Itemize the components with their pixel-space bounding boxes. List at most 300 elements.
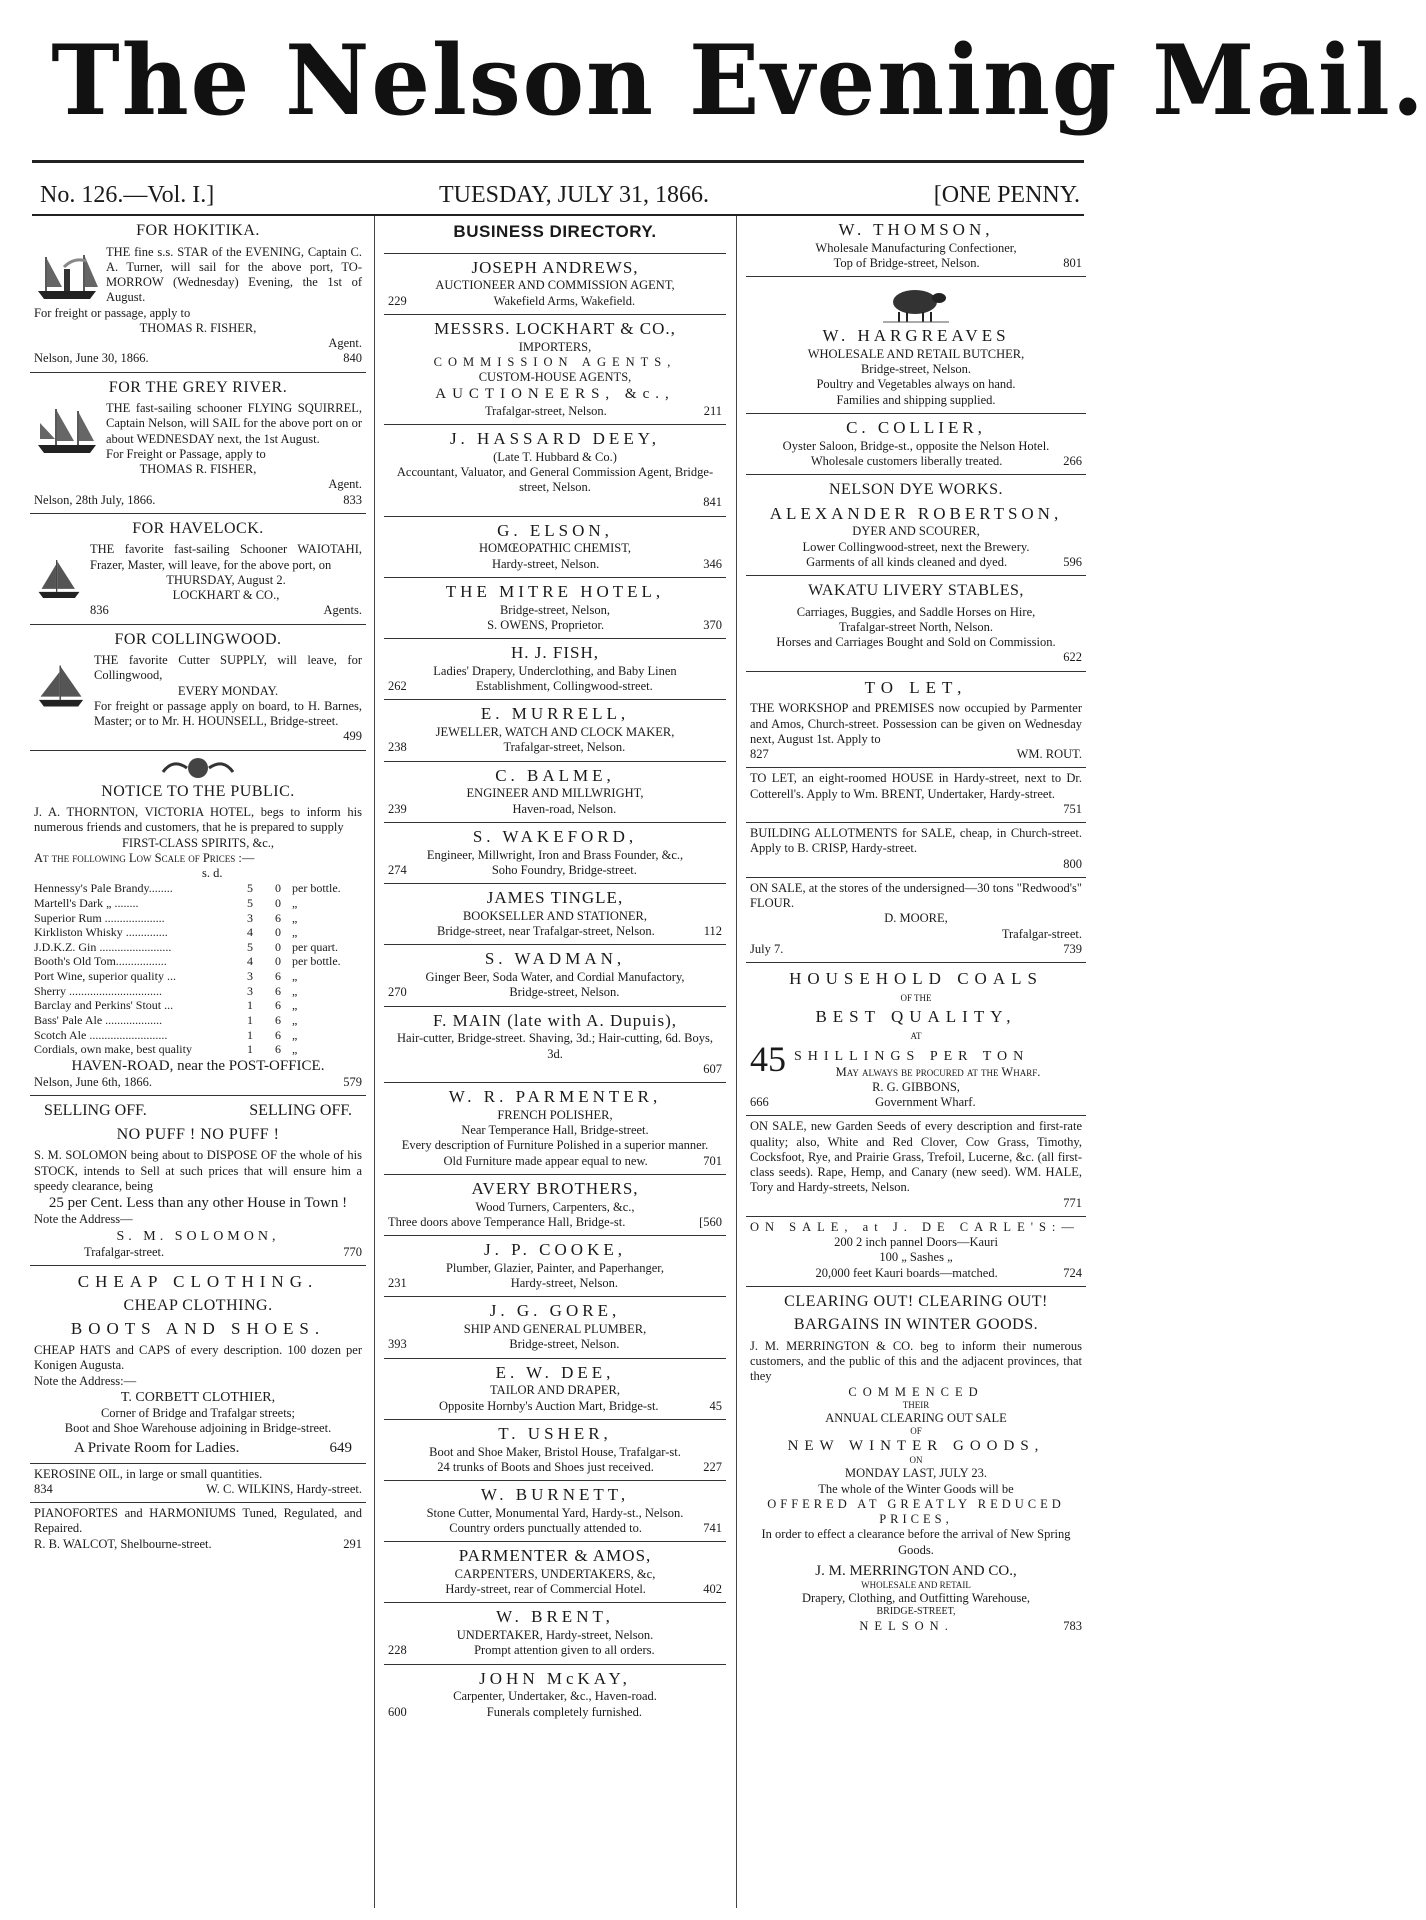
listing-line: Carpenter, Undertaker, &c., Haven-road. (453, 1689, 657, 1704)
ad-when: THURSDAY, August 2. (166, 572, 286, 587)
ad-address: Corner of Bridge and Trafalgar streets; (100, 1405, 296, 1420)
price-row (34, 969, 362, 984)
price-unit: per quart. (292, 939, 338, 954)
listing-line: BOOKSELLER AND STATIONER, (462, 908, 648, 923)
listing-line: Three doors above Temperance Hall, Bridge-st. (388, 1214, 626, 1229)
ad-footer (34, 1436, 362, 1457)
ad-line: THEIR (902, 1399, 930, 1410)
ad-body: J. M. MERRINGTON & CO. beg to inform their numerous customers, and the public of this and the adjacent provinces, that they (750, 1338, 1082, 1384)
ad-date: Nelson, June 30, 1866. (34, 351, 149, 366)
listing-line: CUSTOM-HOUSE AGENTS, (478, 370, 632, 385)
listing-footer (388, 1399, 722, 1414)
price-row (34, 984, 362, 999)
ad-line: Oyster Saloon, Bridge-st., opposite the Nelson Hotel. (782, 438, 1050, 453)
listing-line: AUCTIONEERS, &c., (435, 386, 675, 403)
price-row (34, 1028, 362, 1043)
ad-line: Lower Collingwood-street, next the Brewery. (802, 539, 1030, 554)
listing-line: Bridge-street, Nelson. (509, 1337, 620, 1352)
price-item: Booth's Old Tom................. (34, 954, 167, 969)
price-pence: 6 (275, 983, 281, 998)
ad-footer (750, 555, 1082, 570)
ad-number: 596 (1063, 554, 1082, 569)
ad-line: DYER AND SCOURER, (852, 524, 980, 539)
sheep-icon (881, 282, 951, 324)
listing-parmenter (384, 1083, 726, 1175)
price-pence: 0 (275, 895, 281, 910)
ad-name: R. B. WALCOT, Shelbourne-street. (34, 1536, 212, 1551)
listing-avery (384, 1175, 726, 1236)
listing-balme (384, 762, 726, 823)
ad-line: Bridge-street, Nelson. (860, 362, 972, 377)
ad-puff: NO PUFF ! NO PUFF ! (116, 1125, 280, 1143)
listing-wakeford (384, 823, 726, 884)
listing-line: Hardy-street, Nelson. (491, 556, 600, 571)
ad-footer (90, 603, 362, 618)
agent-label: Agents. (323, 603, 362, 618)
price-pence: 6 (275, 910, 281, 925)
price-unit: „ (292, 925, 298, 940)
ad-de-carle (746, 1217, 1086, 1287)
ad-collingwood (30, 625, 366, 751)
listing-line: AUCTIONEER AND COMMISSION AGENT, (435, 278, 675, 293)
price-shillings: 3 (247, 910, 253, 925)
ad-heading: FOR COLLINGWOOD. (114, 630, 282, 648)
ad-body: ON SALE, at J. DE CARLE'S:— (750, 1219, 1080, 1234)
listing-name: F. MAIN (late with A. Dupuis), (433, 1010, 677, 1030)
issue-date: TUESDAY, JULY 31, 1866. (438, 181, 710, 208)
ad-line: MONDAY LAST, JULY 23. (845, 1466, 987, 1481)
listing-mitre (384, 578, 726, 639)
listing-name: MESSRS. LOCKHART & CO., (434, 318, 676, 338)
ad-line: OFFERED AT GREATLY REDUCED PRICES, (767, 1496, 1065, 1527)
listing-number: 112 (703, 924, 722, 939)
ad-line: ANNUAL CLEARING OUT SALE (825, 1410, 1007, 1425)
listing-footer (388, 404, 722, 419)
listing-name: J. P. COOKE, (484, 1240, 626, 1260)
ad-footer (34, 1075, 362, 1090)
ad-line: 20,000 feet Kauri boards—matched. (815, 1265, 998, 1280)
schooner-icon (34, 544, 84, 614)
ad-heading: FOR HAVELOCK. (132, 519, 264, 537)
listing-brent (384, 1603, 726, 1664)
column-business-directory (384, 216, 726, 1908)
price-row (34, 911, 362, 926)
listing-name: S. WADMAN, (484, 949, 626, 969)
ad-date: July 7. (750, 941, 784, 956)
ad-heading: NELSON DYE WORKS. (829, 481, 1003, 499)
price-item: Martell's Dark „ ........ (34, 895, 139, 910)
price-row (34, 925, 362, 940)
price-row (34, 940, 362, 955)
ad-name: J. M. MERRINGTON AND CO., (815, 1562, 1017, 1579)
listing-burnett (384, 1481, 726, 1542)
listing-murrell (384, 700, 726, 761)
listing-line: Bridge-street, Nelson. (509, 985, 620, 1000)
listing-line: Hardy-street, Nelson. (510, 1276, 618, 1291)
ad-heading: BEST QUALITY, (815, 1006, 1017, 1026)
coal-price-unit: SHILLINGS PER TON (794, 1048, 1030, 1064)
ad-collier (746, 414, 1086, 475)
ad-heading: CLEARING OUT! CLEARING OUT! (784, 1292, 1048, 1310)
listing-cooke (384, 1236, 726, 1297)
listing-number: 238 (388, 740, 407, 755)
column-divider (374, 216, 375, 1908)
listing-footer (388, 1154, 722, 1169)
ad-heading: SELLING OFF. (44, 1102, 147, 1120)
ad-number: 771 (1063, 1195, 1082, 1210)
coal-price: 45 (750, 1038, 786, 1079)
ad-footer (34, 1537, 362, 1552)
price-pence: 6 (275, 969, 281, 984)
ad-havelock (30, 514, 366, 625)
price-scale-label: At the following Low Scale of Prices :— (34, 850, 255, 865)
ad-line: OF (910, 1426, 922, 1437)
issue-number: No. 126.—Vol. I.] (40, 181, 215, 208)
ad-name: C. COLLIER, (846, 417, 986, 437)
listing-name: W. BRENT, (496, 1607, 614, 1627)
agent-label: Agent. (328, 336, 362, 351)
ad-line: The whole of the Winter Goods will be (818, 1481, 1014, 1496)
column-left (30, 216, 366, 1908)
ad-number: 724 (1063, 1265, 1082, 1280)
listing-elson (384, 517, 726, 578)
listing-line: Hair-cutter, Bridge-street. Shaving, 3d.; Hair-cutting, 6d. Boys, 3d. (397, 1031, 713, 1061)
directory-title-block (384, 216, 726, 254)
listing-number: 231 (388, 1276, 407, 1291)
listing-footer (388, 618, 722, 633)
listing-name: W. R. PARMENTER, (448, 1087, 662, 1107)
ad-heading: TO LET, (864, 677, 968, 697)
listing-line: S. OWENS, Proprietor. (487, 617, 605, 632)
ad-number: 770 (343, 1244, 362, 1259)
listing-name: JAMES TINGLE, (486, 888, 624, 908)
ad-heading: BOOTS AND SHOES. (70, 1319, 326, 1339)
ad-line: Families and shipping supplied. (836, 392, 996, 407)
ad-pianofortes (30, 1503, 366, 1557)
listing-footer (388, 802, 722, 817)
listing-footer (388, 1337, 722, 1352)
listing-deey (384, 425, 726, 517)
ad-building-allotments (746, 823, 1086, 878)
listing-line: Plumber, Glazier, Painter, and Paperhanger, (445, 1260, 665, 1275)
price-item: Superior Rum .................... (34, 910, 165, 925)
price-shillings: 1 (247, 1042, 253, 1057)
ad-heading-row (34, 1099, 362, 1123)
ad-coals (746, 963, 1086, 1116)
listing-line: Wood Turners, Carpenters, &c., (475, 1199, 635, 1214)
price-unit: „ (292, 910, 298, 925)
price-unit: „ (292, 1042, 298, 1057)
price-pence: 6 (275, 998, 281, 1013)
listing-line: Soho Foundry, Bridge-street. (491, 862, 637, 877)
cutter-icon (34, 655, 88, 717)
steamship-icon (34, 247, 100, 305)
price-shillings: 1 (247, 1027, 253, 1042)
ad-notice (30, 751, 366, 1097)
listing-footer (388, 294, 722, 309)
ad-clearing-out (746, 1287, 1086, 1639)
listing-line: Prompt attention given to all orders. (474, 1643, 655, 1658)
ad-body: THE favorite Cutter SUPPLY, will leave, for Collingwood, (94, 653, 362, 683)
ad-footer (750, 747, 1082, 762)
ad-number: 499 (343, 729, 362, 744)
ad-hokitika (30, 216, 366, 373)
listing-name: JOHN McKAY, (479, 1668, 631, 1688)
ad-footer (750, 1619, 1082, 1634)
listing-line: Every description of Furniture Polished in a superior manner. (401, 1138, 709, 1153)
ad-footer (750, 942, 1082, 957)
ad-footer (750, 454, 1082, 469)
ad-line: Garments of all kinds cleaned and dyed. (806, 554, 1008, 569)
price-shillings: 5 (247, 895, 253, 910)
ad-footer (34, 1482, 362, 1497)
price-pence: 6 (275, 1042, 281, 1057)
price-item: Barclay and Perkins' Stout ... (34, 998, 174, 1013)
ad-address: HAVEN-ROAD, near the POST-OFFICE. (71, 1057, 325, 1074)
listing-number: 393 (388, 1337, 407, 1352)
agent-label: Agent. (328, 477, 362, 492)
listing-andrews (384, 254, 726, 315)
listing-line: ENGINEER AND MILLWRIGHT, (466, 786, 644, 801)
ad-number: 739 (1063, 941, 1082, 956)
ad-number: 836 (90, 603, 109, 618)
ad-name: W. C. WILKINS, Hardy-street. (206, 1481, 362, 1496)
listing-line: Trafalgar-street, Nelson. (503, 740, 626, 755)
price-list (34, 881, 362, 1057)
listing-line: Establishment, Collingwood-street. (476, 679, 653, 694)
ad-heading: WAKATU LIVERY STABLES, (808, 582, 1024, 600)
price-shillings: 4 (247, 954, 253, 969)
ad-number: 840 (343, 351, 362, 366)
listing-number: 346 (703, 556, 722, 571)
listing-name: G. ELSON, (497, 520, 613, 540)
ad-line: BRIDGE-STREET, (876, 1606, 956, 1618)
ad-name: W. THOMSON, (838, 220, 994, 239)
ad-line: Horses and Carriages Bought and Sold on Commission. (776, 635, 1056, 650)
listing-name: E. W. DEE, (495, 1362, 615, 1382)
ad-body: ON SALE, at the stores of the undersigned—30 tons "Redwood's" FLOUR. (750, 880, 1082, 911)
ad-footer (750, 256, 1082, 271)
listing-line: Opposite Hornby's Auction Mart, Bridge-st. (438, 1398, 659, 1413)
ad-name: R. G. GIBBONS, (872, 1079, 960, 1094)
price-row (34, 954, 362, 969)
ad-heading: CHEAP CLOTHING. (77, 1272, 319, 1292)
ad-body: ON SALE, new Garden Seeds of every description and first-rate quality; also, White and Red Clover, Cow Grass, Timothy, Cocksfoot, Rye, and Prairie Grass, Trefoil, Lucerne, &c. (all first-class seeds). Rape, Hemp, and Canary (new seed). WM. HALE, Tory and Hardy-streets, Nelson. (750, 1119, 1082, 1195)
listing-name: JOSEPH ANDREWS, (471, 257, 639, 277)
ad-number: 827 (750, 747, 769, 762)
dateline (40, 178, 1080, 212)
listing-line: SHIP AND GENERAL PLUMBER, (463, 1322, 647, 1337)
listing-footer (388, 1276, 722, 1291)
ad-heading: HOUSEHOLD COALS (789, 969, 1043, 989)
listing-usher (384, 1420, 726, 1481)
ad-line: WHOLESALE AND RETAIL BUTCHER, (807, 346, 1025, 361)
listing-name: J. G. GORE, (489, 1301, 621, 1321)
listing-footer (388, 1582, 722, 1597)
listing-footer (388, 1215, 722, 1230)
masthead-rule (32, 160, 1084, 163)
listing-footer (388, 679, 722, 694)
listing-name: C. BALME, (495, 765, 615, 785)
ad-body: THE fast-sailing schooner FLYING SQUIRREL, Captain Nelson, will SAIL for the above port on or about WEDNESDAY next, the 1st August. (106, 401, 362, 446)
agent-name: THOMAS R. FISHER, (139, 462, 257, 477)
listing-name: J. HASSARD DEEY, (449, 429, 661, 448)
agent-name: LOCKHART & CO., (172, 588, 280, 603)
listing-tingle (384, 884, 726, 945)
listing-footer (388, 1521, 722, 1536)
listing-line: Near Temperance Hall, Bridge-street. (461, 1123, 649, 1138)
masthead-title: The Nelson Evening Mail. (51, 24, 1426, 137)
listing-number: 370 (703, 617, 722, 632)
listing-name: W. BURNETT, (480, 1485, 630, 1504)
ad-number: 579 (343, 1075, 362, 1090)
ad-body: KEROSINE OIL, in large or small quantities. (34, 1466, 263, 1481)
listing-number: 607 (703, 1061, 722, 1076)
ad-number: 833 (343, 492, 362, 507)
listing-number: 229 (388, 293, 407, 308)
listing-number: 227 (703, 1459, 722, 1474)
price-unit: „ (292, 983, 298, 998)
listing-main (384, 1007, 726, 1083)
listing-number: 600 (388, 1704, 407, 1719)
listing-line: CARPENTERS, UNDERTAKERS, &c, (454, 1566, 656, 1581)
royal-arms-ornament (159, 756, 237, 780)
listing-mckay (384, 1665, 726, 1725)
listing-line: Trafalgar-street, Nelson. (484, 403, 607, 418)
price-pence: 0 (275, 954, 281, 969)
listing-number: 211 (703, 403, 722, 418)
listing-line: Hardy-street, rear of Commercial Hotel. (445, 1582, 646, 1597)
price-unit: „ (292, 895, 298, 910)
ad-line: Wholesale Manufacturing Confectioner, (815, 240, 1017, 255)
directory-title: BUSINESS DIRECTORY. (453, 222, 657, 241)
ad-line: Wholesale customers liberally treated. (810, 453, 1003, 468)
ad-heading: FOR THE GREY RIVER. (108, 378, 288, 396)
price-shillings: 1 (247, 1012, 253, 1027)
ad-footer (34, 351, 362, 366)
listing-number: 262 (388, 679, 407, 694)
ad-name: WM. ROUT. (1016, 747, 1082, 762)
listing-line: FRENCH POLISHER, (497, 1107, 613, 1122)
listing-line: JEWELLER, WATCH AND CLOCK MAKER, (435, 725, 675, 740)
listing-footer (388, 863, 722, 878)
listing-line: Engineer, Millwright, Iron and Brass Founder, &c., (426, 847, 684, 862)
ad-date: Nelson, June 6th, 1866. (34, 1075, 153, 1090)
price-shillings: 5 (247, 881, 253, 896)
ad-number: 751 (1063, 801, 1082, 816)
ad-line: Government Wharf. (875, 1095, 976, 1110)
ad-body: S. M. SOLOMON being about to DISPOSE OF the whole of his STOCK, intends to Sell at such prices that will ensure him a speedy clearance, being (34, 1148, 362, 1193)
price-row (34, 1042, 362, 1057)
listing-fish (384, 639, 726, 700)
price-shillings: 1 (247, 998, 253, 1013)
listing-dee (384, 1359, 726, 1420)
ad-name: W. HARGREAVES (822, 326, 1010, 346)
listing-name: AVERY BROTHERS, (471, 1178, 639, 1198)
ad-to-let (746, 672, 1086, 769)
ad-number: 649 (329, 1440, 352, 1457)
ad-thomson (746, 216, 1086, 277)
ad-body: THE WORKSHOP and PREMISES now occupied by Parmenter and Amos, Church-street. Possession can be given on Wednesday next, August 1st. Apply to (750, 701, 1082, 746)
listing-line: Wakefield Arms, Wakefield. (493, 293, 636, 308)
listing-number: 841 (703, 495, 722, 510)
ad-body-2: For freight or passage apply on board, to H. Barnes, Master; or to Mr. H. HOUNSELL, Bridge-street. (94, 698, 362, 729)
price-unit: per bottle. (292, 954, 341, 969)
ad-footer (34, 493, 362, 508)
ad-line: Top of Bridge-street, Nelson. (833, 255, 980, 270)
ad-grey-river (30, 373, 366, 514)
ad-flour (746, 878, 1086, 963)
price-pence: 6 (275, 1027, 281, 1042)
ad-number: 834 (34, 1481, 53, 1496)
listing-wadman (384, 945, 726, 1006)
listing-line: Haven-road, Nelson. (512, 801, 617, 816)
ad-line: COMMENCED (848, 1384, 984, 1399)
price-item: Port Wine, superior quality ... (34, 969, 176, 984)
listing-number: 228 (388, 1643, 407, 1658)
listing-line: COMMISSION AGENTS, (433, 354, 677, 369)
ad-line: WHOLESALE AND RETAIL (861, 1580, 971, 1591)
listing-line: Boot and Shoe Maker, Bristol House, Trafalgar-st. (429, 1444, 681, 1459)
ad-heading: NOTICE TO THE PUBLIC. (101, 782, 295, 800)
ad-subline: For Freight or Passage, apply to (106, 446, 266, 461)
ad-private: A Private Room for Ladies. (74, 1440, 240, 1457)
column-right (746, 216, 1086, 1908)
listing-number: [560 (699, 1214, 722, 1229)
ad-note: Note the Address— (34, 1212, 133, 1227)
listing-number: 402 (703, 1582, 722, 1597)
listing-footer (388, 985, 722, 1000)
listing-number: 701 (703, 1153, 722, 1168)
listing-line: UNDERTAKER, Hardy-street, Nelson. (456, 1628, 654, 1643)
listing-number: 239 (388, 801, 407, 816)
price-pence: 0 (275, 881, 281, 896)
listing-line: HOMŒOPATHIC CHEMIST, (478, 541, 632, 556)
listing-number: 741 (703, 1520, 722, 1535)
ad-date: Nelson, 28th July, 1866. (34, 492, 156, 507)
ad-name: D. MOORE, (884, 911, 948, 926)
ad-selling-off (30, 1096, 366, 1266)
listing-footer (388, 1643, 722, 1658)
price-pence: 0 (275, 939, 281, 954)
price-pence: 0 (275, 925, 281, 940)
listing-name: E. MURRELL, (480, 704, 630, 724)
ad-line: 100 „ Sashes „ (879, 1250, 953, 1265)
ad-footer (750, 1266, 1082, 1281)
listing-footer (388, 924, 722, 939)
price-row (34, 1013, 362, 1028)
listing-number: 274 (388, 862, 407, 877)
ad-line: NEW WINTER GOODS, (787, 1438, 1045, 1455)
ad-name: T. CORBETT CLOTHIER, (120, 1389, 276, 1405)
ad-number: 801 (1063, 255, 1082, 270)
agent-name: THOMAS R. FISHER, (139, 320, 257, 335)
price-unit: „ (292, 969, 298, 984)
ad-to-let-house (746, 768, 1086, 823)
listing-line: Country orders punctually attended to. (449, 1520, 642, 1535)
ad-line: NELSON. (859, 1618, 954, 1633)
ad-body: J. A. THORNTON, VICTORIA HOTEL, begs to inform his numerous friends and customers, that he is prepared to supply (34, 805, 362, 835)
issue-price: [ONE PENNY. (933, 181, 1080, 208)
ad-body: CHEAP HATS and CAPS of every description. 100 dozen per Konigen Augusta. (34, 1343, 362, 1373)
ad-line: ON (909, 1455, 923, 1466)
listing-line: (Late T. Hubbard & Co.) (493, 449, 617, 464)
listing-line: Ginger Beer, Soda Water, and Cordial Manufactory, (425, 970, 685, 985)
ad-heading: CHEAP CLOTHING. (123, 1296, 273, 1314)
ad-street: Trafalgar-street. (84, 1244, 165, 1259)
price-item: Kirkliston Whisky .............. (34, 925, 168, 940)
ad-number: 291 (343, 1536, 362, 1551)
